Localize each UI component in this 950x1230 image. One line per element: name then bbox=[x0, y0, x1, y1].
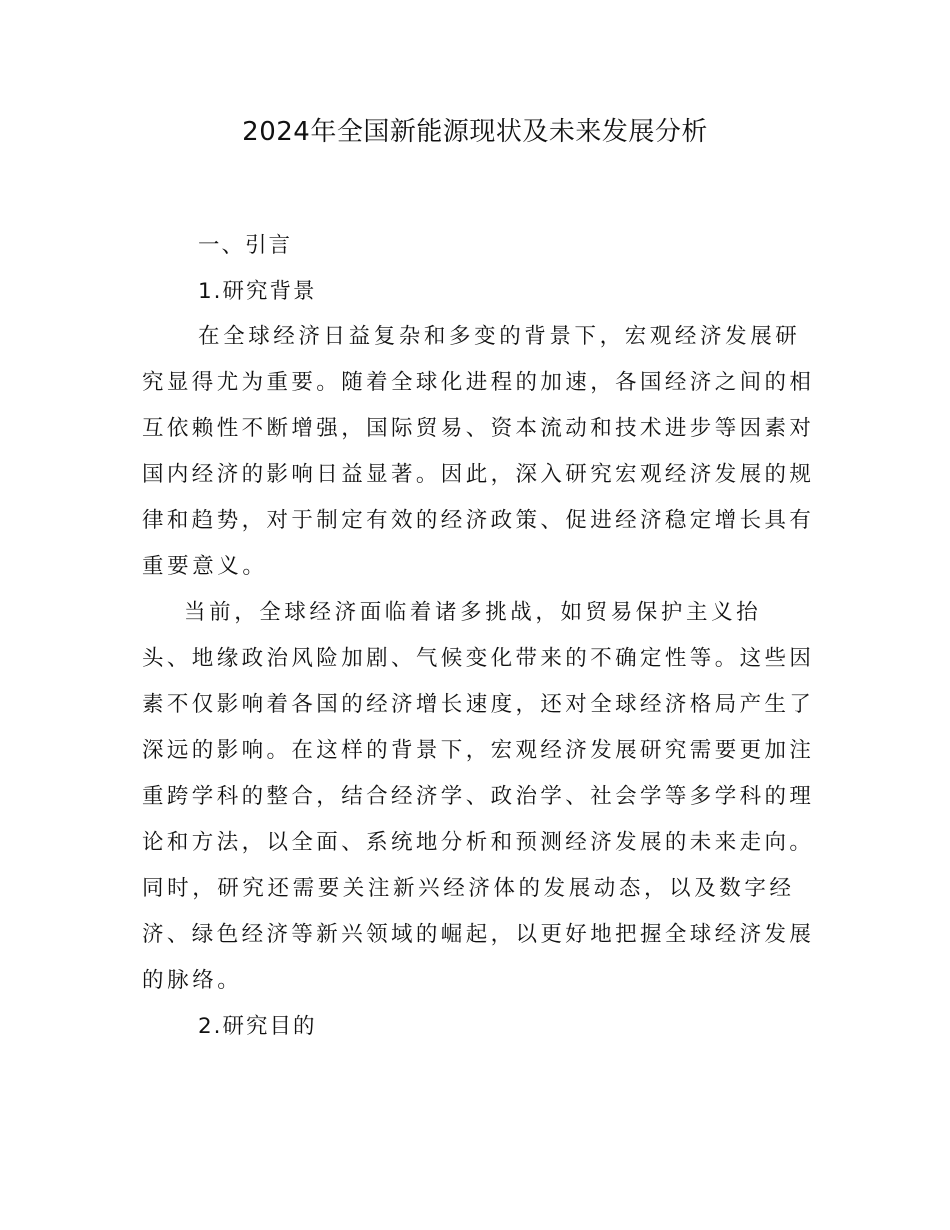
paragraph-2-line-3: 素不仅影响着各国的经济增长速度，还对全球经济格局产生了 bbox=[142, 692, 815, 717]
paragraph-2-line-2: 头、地缘政治风险加剧、气候变化带来的不确定性等。这些因 bbox=[142, 646, 815, 671]
paragraph-2-line-9: 的脉络。 bbox=[142, 968, 243, 993]
paragraph-1-line-4: 国内经济的影响日益显著。因此，深入研究宏观经济发展的规 bbox=[142, 462, 815, 487]
subheading-research-background: 1.研究背景 bbox=[198, 279, 317, 304]
paragraph-2-line-6: 论和方法，以全面、系统地分析和预测经济发展的未来走向。 bbox=[142, 830, 815, 855]
document-title: 2024年全国新能源现状及未来发展分析 bbox=[242, 117, 708, 147]
paragraph-2-line-8: 济、绿色经济等新兴领域的崛起，以更好地把握全球经济发展 bbox=[142, 922, 815, 947]
paragraph-2-line-5: 重跨学科的整合，结合经济学、政治学、社会学等多学科的理 bbox=[142, 784, 815, 809]
paragraph-1-line-2: 究显得尤为重要。随着全球化进程的加速，各国经济之间的相 bbox=[142, 370, 815, 395]
paragraph-2-line-1: 当前，全球经济面临着诸多挑战，如贸易保护主义抬 bbox=[184, 600, 762, 625]
subheading-research-purpose: 2.研究目的 bbox=[198, 1014, 317, 1039]
paragraph-1-line-3: 互依赖性不断增强，国际贸易、资本流动和技术进步等因素对 bbox=[142, 416, 815, 441]
section-heading-introduction: 一、引言 bbox=[198, 233, 293, 258]
paragraph-2-line-4: 深远的影响。在这样的背景下，宏观经济发展研究需要更加注 bbox=[142, 738, 815, 763]
paragraph-1-line-5: 律和趋势，对于制定有效的经济政策、促进经济稳定增长具有 bbox=[142, 508, 815, 533]
paragraph-2-line-7: 同时，研究还需要关注新兴经济体的发展动态，以及数字经 bbox=[142, 876, 795, 901]
paragraph-1-line-6: 重要意义。 bbox=[142, 554, 268, 579]
paragraph-1-line-1: 在全球经济日益复杂和多变的背景下，宏观经济发展研 bbox=[198, 324, 801, 349]
